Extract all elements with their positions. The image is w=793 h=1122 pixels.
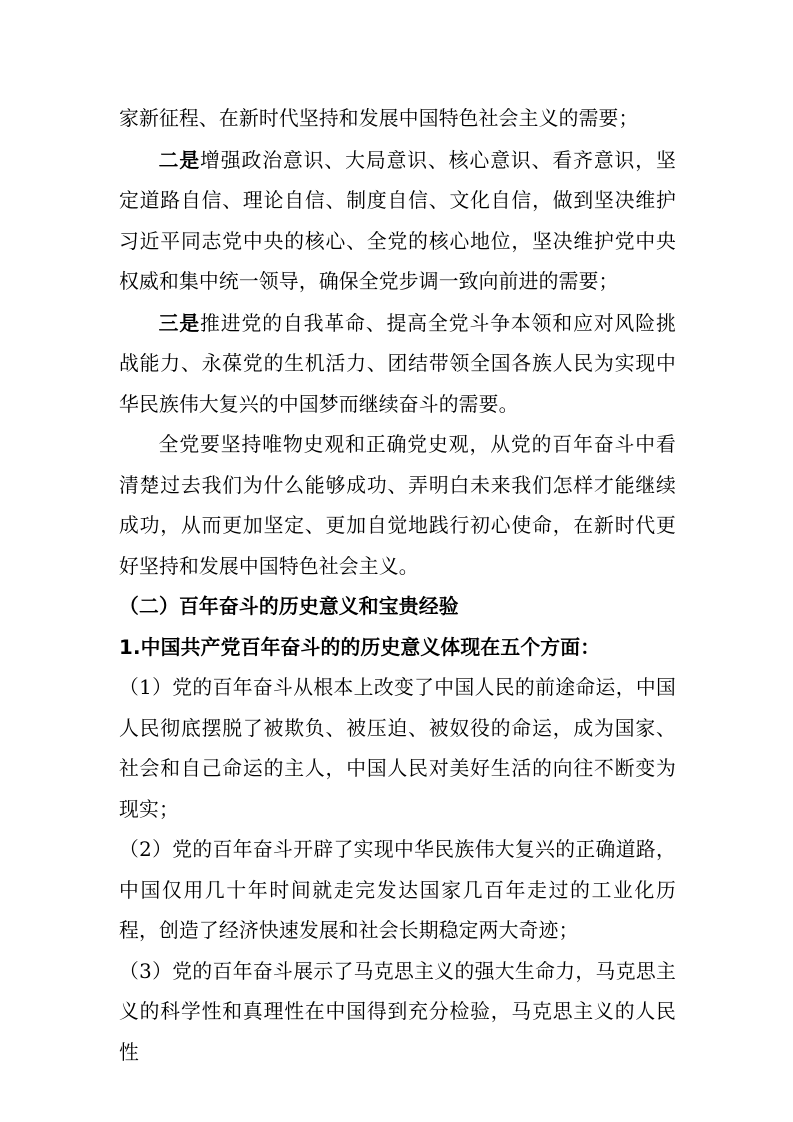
paragraph (119, 303, 676, 426)
bold-text-run: 三是 (158, 310, 201, 335)
heading-section (119, 587, 676, 628)
text-content (119, 99, 676, 1073)
paragraph (119, 425, 676, 587)
text-run: （2）党的百年奋斗开辟了实现中华民族伟大复兴的正确道路，中国仅用几十年时间就走完发达国家几百年走过的工业化历程，创造了经济快速发展和社会长期稳定两大奇迹； (119, 838, 676, 942)
paragraph (119, 952, 676, 1074)
text-run: 全党要坚持唯物史观和正确党史观，从党的百年奋斗中看清楚过去我们为什么能够成功、弄明白未来我们怎样才能继续成功，从而更加坚定、更加自觉地践行初心使命，在新时代更好坚持和发展中国特色社会主义。 (119, 433, 676, 578)
paragraph (119, 99, 676, 140)
paragraph (119, 668, 676, 830)
heading-sub (119, 628, 676, 669)
text-run: 家新征程、在新时代坚持和发展中国特色社会主义的需要； (119, 107, 639, 130)
text-run: （1）党的百年奋斗从根本上改变了中国人民的前途命运，中国人民彻底摆脱了被欺负、被压迫、被奴役的命运，成为国家、社会和自己命运的主人，中国人民对美好生活的向往不断变为现实； (119, 676, 676, 821)
bold-text-run: （二）百年奋斗的历史意义和宝贵经验 (119, 595, 459, 618)
paragraph (119, 830, 676, 952)
text-run: 推进党的自我革命、提高全党斗争本领和应对风险挑战能力、永葆党的生机活力、团结带领全国各族人民为实现中华民族伟大复兴的中国梦而继续奋斗的需要。 (119, 311, 676, 416)
paragraph (119, 140, 676, 303)
bold-text-run: 1.中国共产党百年奋斗的的历史意义体现在五个方面： (119, 635, 601, 659)
text-run: 增强政治意识、大局意识、核心意识、看齐意识，坚定道路自信、理论自信、制度自信、文化自信，做到坚决维护习近平同志党中央的核心、全党的核心地位，坚决维护党中央权威和集中统一领导，确保全党步调一致向前进的需要； (119, 148, 676, 293)
text-run: （3）党的百年奋斗展示了马克思主义的强大生命力，马克思主义的科学性和真理性在中国得到充分检验，马克思主义的人民性 (119, 959, 676, 1064)
bold-text-run: 二是 (158, 147, 201, 172)
